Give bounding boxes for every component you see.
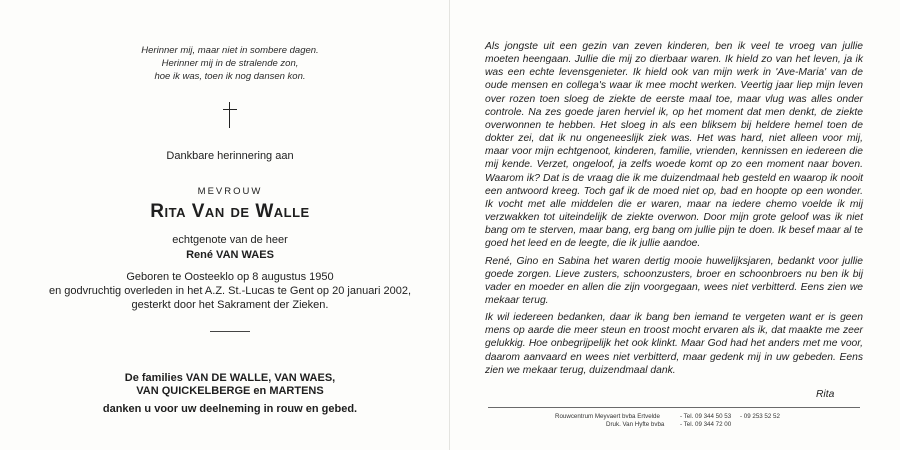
info-line: Geboren te Oosteeklo op 8 augustus 1950	[126, 271, 334, 283]
thanks-line: danken u voor uw deelneming in rouw en gebed.	[102, 403, 358, 415]
poem-line: Herinner mij, maar niet in sombere dagen.	[141, 45, 319, 56]
signature: Rita	[816, 389, 835, 400]
families	[40, 372, 420, 398]
card-fold-line	[449, 0, 450, 450]
printer-name: Rouwcentrum Meyvaert bvba Ertvelde	[555, 413, 660, 420]
dedication: Dankbare herinnering aan	[166, 150, 294, 162]
farewell-text	[485, 40, 863, 381]
families-line: VAN QUICKELBERGE en MARTENS	[136, 385, 324, 397]
cross-icon	[221, 102, 239, 128]
spouse-block	[40, 233, 420, 263]
printer-row	[555, 413, 815, 421]
families-line: De families VAN DE WALLE, VAN WAES,	[124, 372, 336, 384]
poem	[40, 44, 420, 83]
info-line: en godvruchtig overleden in het A.Z. St.-Lucas te Gent op 20 januari 2002,	[48, 285, 411, 297]
printer-credits	[555, 413, 815, 429]
printer-name: Druk. Van Hyfte bvba	[606, 421, 665, 428]
printer-tel: - Tel. 09 344 72 00	[680, 421, 732, 428]
printer-tel: - Tel. 09 344 50 53	[680, 413, 732, 420]
poem-line: Herinner mij in de stralende zon,	[161, 58, 299, 69]
printer-row	[555, 421, 815, 429]
printer-tel: - 09 253 52 52	[740, 413, 780, 420]
paragraph: Als jongste uit een gezin van zeven kinderen, ben ik veel te vroeg van jullie moeten heengaan. Jullie die mij zo dierbaar waren. Ik hield zo van het leven, ja ik was een echte levensgenieter. Ik hield ook van mijn werk in 'Ave-Maria' van de oude mensen en collega's waar ik mee mocht werken. Veertig jaar liep mijn leven over rozen toen sloeg de ziekte de eerste maal toe, maar vlug was alles onder controle. Na zes goede jaren herviel ik, op het moment dat men denkt, de ziekte overwonnen te hebben. Het sloeg in als een bliksem bij heldere hemel toen de dokter zei, dat ik nu ongeneeslijk ziek was. Het was hard, niet alleen voor mij, maar voor mijn echtgenoot, kinderen, familie, vrienden, kennissen en iedereen die mij kende. Verzet, ongeloof, ja zelfs woede komt op zo een moment naar boven. Waarom ik? Dat is de vraag die ik me duizendmaal heb gesteld en waarop ik nooit een antwoord kreeg. Toch gaf ik de moed niet op, bad en hoopte op een wonder. Ik vocht met alle middelen die er waren, maar na iedere chemo voelde ik mij verzwakken tot uiteindelijk de ziekte overwon. Door mijn grote geloof was ik niet bang om te sterven, maar bang, erg bang om jullie pijn te doen. Ik besef maar al te goed het leed en de leegte, die ik jullie aandoe.	[485, 41, 863, 250]
paragraph: Ik wil iedereen bedanken, daar ik bang ben iemand te vergeten want er is geen mens op aarde die meer steun en troost mocht ervaren als ik, dat maakte me zeer gelukkig. Hoe onbegrijpelijk het ook klinkt. Maar God had het anders met me voor, daarom aanvaard en wees niet verbitterd, maar gedenk mij in uw gebeden. Eens zien we mekaar terug, duizendmaal dank.	[485, 312, 863, 376]
poem-line: hoe ik was, toen ik nog dansen kon.	[154, 71, 306, 82]
honorific: MEVROUW	[197, 186, 263, 197]
spouse-line: echtgenote van de heer	[172, 234, 288, 246]
divider	[210, 331, 250, 332]
info-line: gesterkt door het Sakrament der Zieken.	[131, 299, 329, 311]
birth-death-info	[40, 270, 420, 312]
spouse-name: René VAN WAES	[186, 249, 274, 261]
left-panel	[40, 0, 420, 450]
deceased-name: Rita Van de Walle	[150, 201, 310, 222]
footer-divider	[488, 407, 860, 408]
paragraph: René, Gino en Sabina het waren dertig mooie huwelijksjaren, bedankt voor jullie goede zorgen. Lieve zusters, schoonzusters, broer en schoonbroers nu ben ik bij vader en moeder en allen die zijn voorgegaan, wees niet verbitterd. Eens zien we mekaar terug.	[485, 255, 863, 306]
